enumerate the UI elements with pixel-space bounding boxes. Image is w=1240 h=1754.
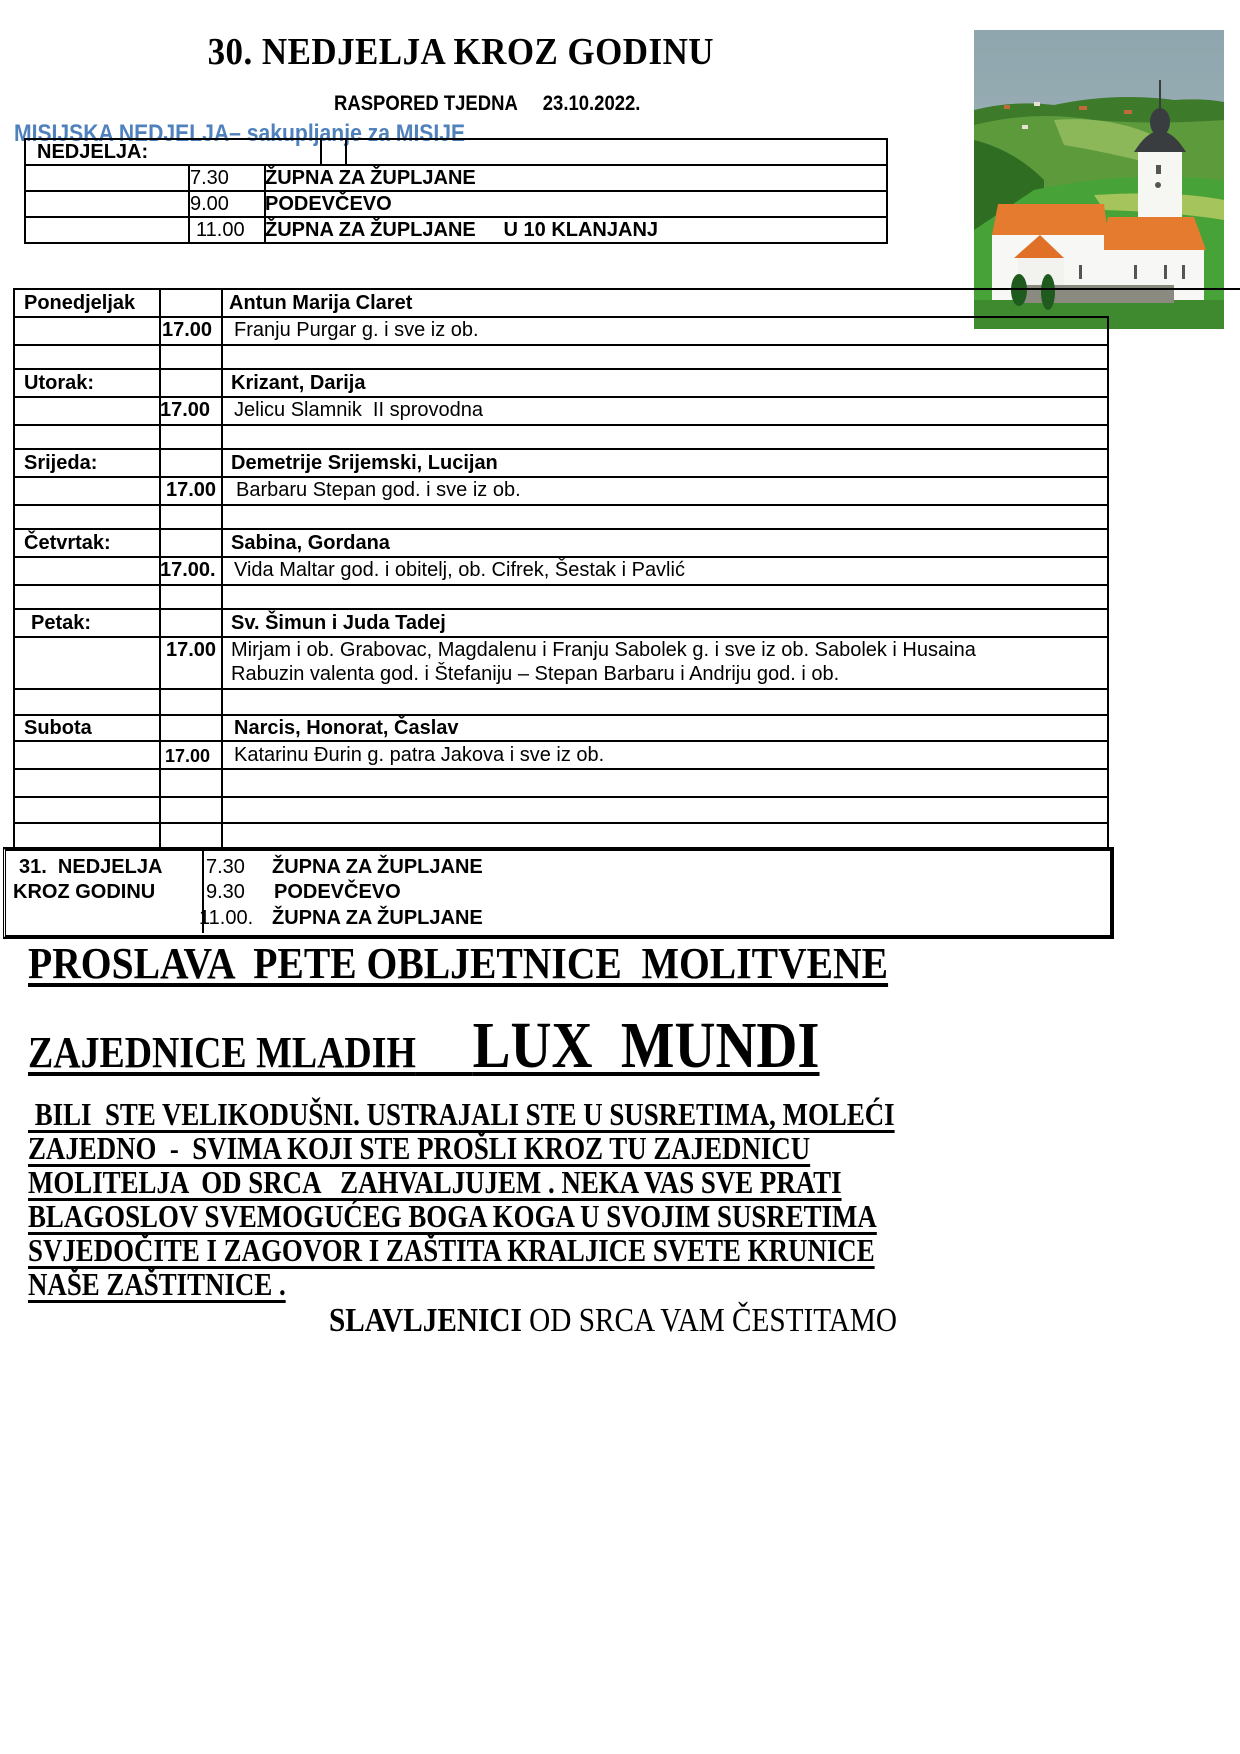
saint-of-day: Narcis, Honorat, Časlav bbox=[234, 717, 459, 739]
sunday-mass-time: 11.00 bbox=[196, 219, 245, 241]
announcement-body-line: NAŠE ZAŠTITNICE . bbox=[28, 1266, 286, 1302]
mass-time: 17.00 bbox=[166, 639, 217, 661]
sunday-mass-time: 7.30 bbox=[190, 167, 229, 189]
sunday-mass-intention: PODEVČEVO bbox=[265, 193, 392, 215]
day-name: Utorak: bbox=[24, 372, 95, 394]
next-sunday-mass-intention: ŽUPNA ZA ŽUPLJANE bbox=[272, 856, 483, 878]
next-sunday-mass-intention: PODEVČEVO bbox=[274, 881, 401, 903]
saint-of-day: Sabina, Gordana bbox=[231, 532, 390, 554]
page-title: 30. NEDJELJA KROZ GODINU bbox=[207, 31, 714, 73]
announcement-body-line: ZAJEDNO - SVIMA KOJI STE PROŠLI KROZ TU ZAJEDNICU bbox=[28, 1130, 811, 1166]
community-name: LUX MUNDI bbox=[472, 1009, 820, 1082]
sunday-mass-time: 9.00 bbox=[190, 193, 229, 215]
next-sunday-mass-intention: ŽUPNA ZA ŽUPLJANE bbox=[272, 907, 483, 929]
announcement-body-line: BILI STE VELIKODUŠNI. USTRAJALI STE U SUSRETIMA, MOLEĆI bbox=[28, 1096, 895, 1132]
saint-of-day: Sv. Šimun i Juda Tadej bbox=[231, 612, 446, 634]
next-sunday-mass-time: 11.00. bbox=[199, 907, 254, 929]
mission-sunday-note: MISIJSKA NEDJELJA– sakupljanje za MISIJE bbox=[14, 120, 466, 147]
mass-intention: Mirjam i ob. Grabovac, Magdalenu i Franju Sabolek g. i sve iz ob. Sabolek i Husaina bbox=[231, 639, 976, 661]
mass-intention: Katarinu Đurin g. patra Jakova i sve iz ob. bbox=[234, 744, 605, 766]
mass-time: 17.00. bbox=[160, 559, 216, 581]
mass-intention: Franju Purgar g. i sve iz ob. bbox=[234, 319, 479, 341]
mass-time: 17.00 bbox=[166, 479, 217, 501]
mass-intention: Barbaru Stepan god. i sve iz ob. bbox=[236, 479, 521, 501]
day-name: Srijeda: bbox=[24, 452, 98, 474]
sunday-mass-intention: ŽUPNA ZA ŽUPLJANE bbox=[265, 167, 476, 189]
sunday-mass-intention: ŽUPNA ZA ŽUPLJANE U 10 KLANJANJ bbox=[265, 219, 659, 241]
schedule-subtitle: RASPORED TJEDNA 23.10.2022. bbox=[334, 92, 641, 115]
day-name: Petak: bbox=[31, 612, 92, 634]
next-sunday-label: 31. NEDJELJA bbox=[19, 856, 163, 878]
mass-time: 17.00 bbox=[160, 399, 211, 421]
next-sunday-mass-time: 9.30 bbox=[206, 881, 245, 903]
mass-intention: Rabuzin valenta god. i Štefaniju – Stepan Barbaru i Andriju god. i ob. bbox=[231, 663, 840, 685]
next-sunday-label: KROZ GODINU bbox=[13, 881, 156, 903]
sunday-label: NEDJELJA: bbox=[37, 141, 149, 163]
church-photo-icon bbox=[974, 30, 1224, 329]
day-name: Subota bbox=[24, 717, 92, 739]
day-name: Ponedjeljak bbox=[24, 292, 136, 314]
saint-of-day: Krizant, Darija bbox=[231, 372, 366, 394]
saint-of-day: Demetrije Srijemski, Lucijan bbox=[231, 452, 498, 474]
mass-time: 17.00 bbox=[165, 746, 211, 766]
mass-intention: Vida Maltar god. i obitelj, ob. Cifrek, Šestak i Pavlić bbox=[234, 559, 685, 581]
announcement-body-line: BLAGOSLOV SVEMOGUĆEG BOGA KOGA U SVOJIM SUSRETIMA bbox=[28, 1198, 877, 1234]
announcement-signature: SLAVLJENICI OD SRCA VAM ČESTITAMO bbox=[329, 1302, 898, 1339]
mass-intention: Jelicu Slamnik II sprovodna bbox=[234, 399, 484, 421]
announcement-heading: PROSLAVA PETE OBLJETNICE MOLITVENE bbox=[28, 939, 889, 988]
day-name: Četvrtak: bbox=[24, 532, 111, 554]
saint-of-day: Antun Marija Claret bbox=[229, 292, 413, 314]
announcement-body-line: SVJEDOČITE I ZAGOVOR I ZAŠTITA KRALJICE SVETE KRUNICE bbox=[28, 1232, 875, 1268]
mass-time: 17.00 bbox=[162, 319, 213, 341]
next-sunday-mass-time: 7.30 bbox=[206, 856, 245, 878]
church-photo bbox=[974, 30, 1224, 329]
announcement-body-line: MOLITELJA OD SRCA ZAHVALJUJEM . NEKA VAS SVE PRATI bbox=[28, 1164, 842, 1200]
announcement-heading: ZAJEDNICE MLADIH LUX MUNDI bbox=[28, 1009, 820, 1082]
